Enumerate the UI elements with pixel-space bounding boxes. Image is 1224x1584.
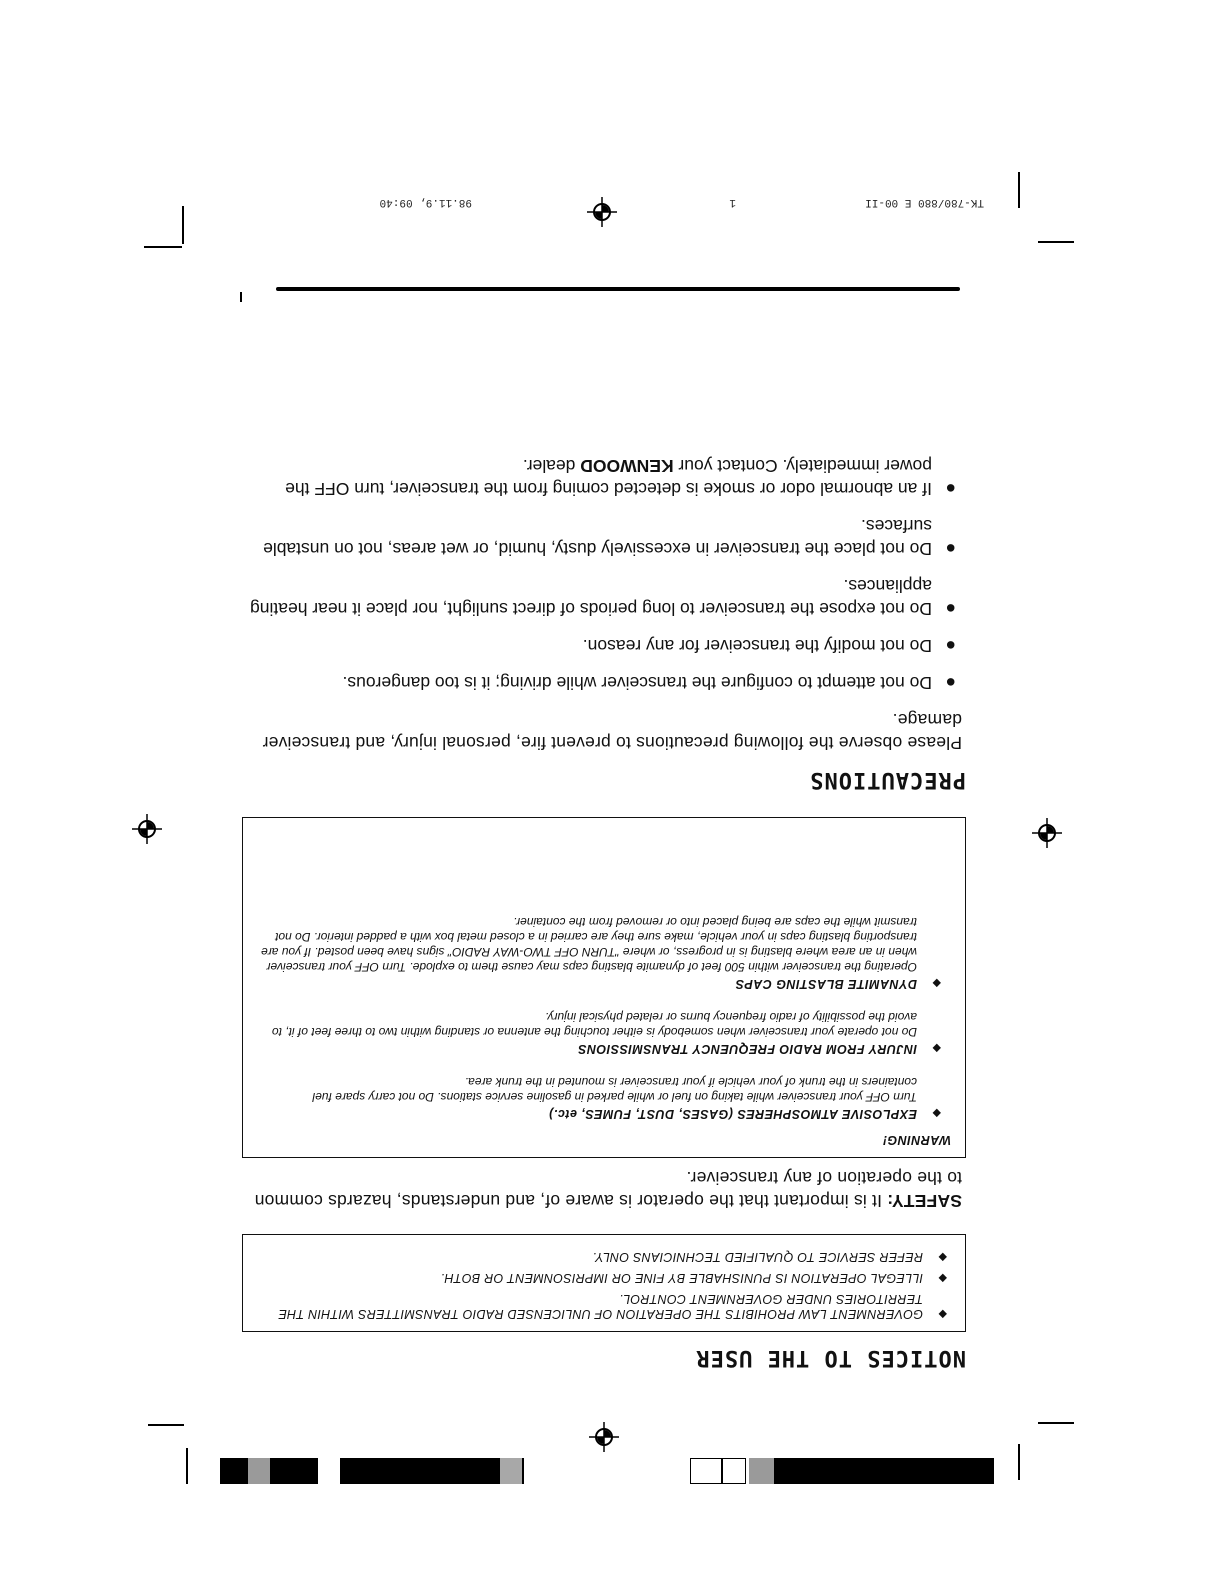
- warning-heading: DYNAMITE BLASTING CAPS: [735, 977, 917, 991]
- round-bullet-icon: ●: [945, 599, 956, 619]
- crosshair-registration-icon: [587, 197, 617, 227]
- list-item: ● Do not place the transceiver in excessively dusty, humid, or wet areas, not on unstable surfaces.: [263, 516, 956, 559]
- trim-mark: [1038, 242, 1074, 244]
- notices-box: [242, 1234, 966, 1332]
- scan-speck: [240, 292, 242, 302]
- trim-mark: [1018, 1444, 1020, 1480]
- list-item: ● Do not attempt to configure the transceiver while driving; it is too dangerous.: [342, 673, 956, 693]
- safety-text: It is important that the operator is aware of, and understands, hazards common to the operation of any transceiver.: [254, 1168, 962, 1211]
- print-control-bar-left: [690, 1458, 994, 1484]
- bar-segment: [722, 1458, 746, 1484]
- precautions-intro: Please observe the following precautions to prevent fire, personal injury, and transceiver damage.: [262, 710, 962, 753]
- warning-item-explosive-atmospheres: [257, 1074, 951, 1121]
- trim-mark: [182, 206, 184, 244]
- bar-segment: [500, 1458, 522, 1484]
- crosshair-registration-icon: [589, 1422, 619, 1452]
- warning-body: Turn OFF your transceiver while taking on fuel or while parked in gasoline service stations. Do not carry spare fuel containers in the trunk of your vehicle if your transceiver is mounted in the trunk area.: [312, 1075, 917, 1104]
- diamond-bullet-icon: ◆: [932, 977, 941, 989]
- round-bullet-icon: ●: [945, 636, 956, 656]
- list-item: ◆ ILLEGAL OPERATION IS PUNISHABLE BY FINE OR IMPRISONMENT OR BOTH.: [440, 1271, 947, 1285]
- warning-box: [242, 817, 966, 1158]
- trim-mark: [186, 1448, 188, 1484]
- warning-heading: EXPLOSIVE ATMOSPHERES (GASES, DUST, FUMES, etc.): [548, 1107, 917, 1121]
- print-control-bar-right: [220, 1458, 524, 1484]
- diamond-bullet-icon: ◆: [938, 1308, 947, 1320]
- bar-segment: [690, 1458, 722, 1484]
- trim-mark: [1038, 1423, 1074, 1425]
- warning-body: Do not operate your transceiver when somebody is either touching the antenna or standing within two to three feet of it, to avoid the possibility of radio frequency burns or related physical injury.: [271, 1010, 917, 1039]
- diamond-bullet-icon: ◆: [932, 1107, 941, 1119]
- list-item: ● Do not modify the transceiver for any reason.: [582, 636, 956, 656]
- diamond-bullet-icon: ◆: [932, 1042, 941, 1054]
- warning-item-rf-injury: [257, 1009, 951, 1056]
- round-bullet-icon: ●: [945, 539, 956, 559]
- warning-body: Operating the transceiver within 500 feet of dynamite blasting caps may cause them to explode. Turn OFF your transceiver when in an area where blasting is in progress, or where "TURN OFF TWO-WAY RADIO" signs have been posted. If you are transporting blasting caps in your vehicle, make sure they are carried in a closed metal box with a padded interior. Do not transmit while the caps are being placed into or removed from the container.: [261, 915, 917, 974]
- trim-mark: [1018, 172, 1020, 208]
- warning-item-blasting-caps: [257, 914, 951, 991]
- safety-label: SAFETY:: [887, 1191, 962, 1211]
- list-item: ◆ REFER SERVICE TO QUALIFIED TECHNICIANS ONLY.: [592, 1250, 947, 1264]
- list-item: ● Do not expose the transceiver to long periods of direct sunlight, nor place it near heating appliances.: [250, 576, 956, 619]
- precautions-list: [242, 440, 962, 694]
- warning-title: WARNING!: [882, 1133, 951, 1147]
- bar-segment: [318, 1458, 340, 1484]
- crosshair-registration-icon: [132, 814, 162, 844]
- list-item: ● If an abnormal odor or smoke is detected coming from the transceiver, turn OFF the power immediately. Contact your KENWOOD dealer.: [285, 456, 956, 499]
- round-bullet-icon: ●: [945, 673, 956, 693]
- round-bullet-icon: ●: [945, 479, 956, 499]
- trim-mark: [144, 247, 182, 249]
- header-rule: [276, 287, 960, 291]
- warning-heading: INJURY FROM RADIO FREQUENCY TRANSMISSIONS: [577, 1042, 917, 1056]
- page-marker: 1: [729, 196, 736, 208]
- notices-list: [251, 1249, 951, 1321]
- datetime-stamp: 98.11.9, 09:40: [379, 196, 472, 208]
- crosshair-registration-icon: [1032, 818, 1062, 848]
- brand-name: KENWOOD: [580, 456, 674, 476]
- list-item: ◆ GOVERNMENT LAW PROHIBITS THE OPERATION OF UNLICENSED RADIO TRANSMITTERS WITHIN THE TERRITORIES UNDER GOVERNMENT CONTROL.: [278, 1292, 947, 1321]
- bar-segment: [749, 1458, 774, 1484]
- diamond-bullet-icon: ◆: [938, 1251, 947, 1263]
- precautions-title: PRECAUTIONS: [809, 767, 966, 792]
- trim-mark: [148, 1425, 184, 1427]
- bar-segment: [754, 1458, 994, 1484]
- diamond-bullet-icon: ◆: [938, 1272, 947, 1284]
- notices-title: NOTICES TO THE USER: [695, 1345, 966, 1370]
- safety-paragraph: [242, 1166, 962, 1212]
- doc-code: TK-780/880 E 00-II: [865, 196, 984, 208]
- bar-segment: [248, 1458, 270, 1484]
